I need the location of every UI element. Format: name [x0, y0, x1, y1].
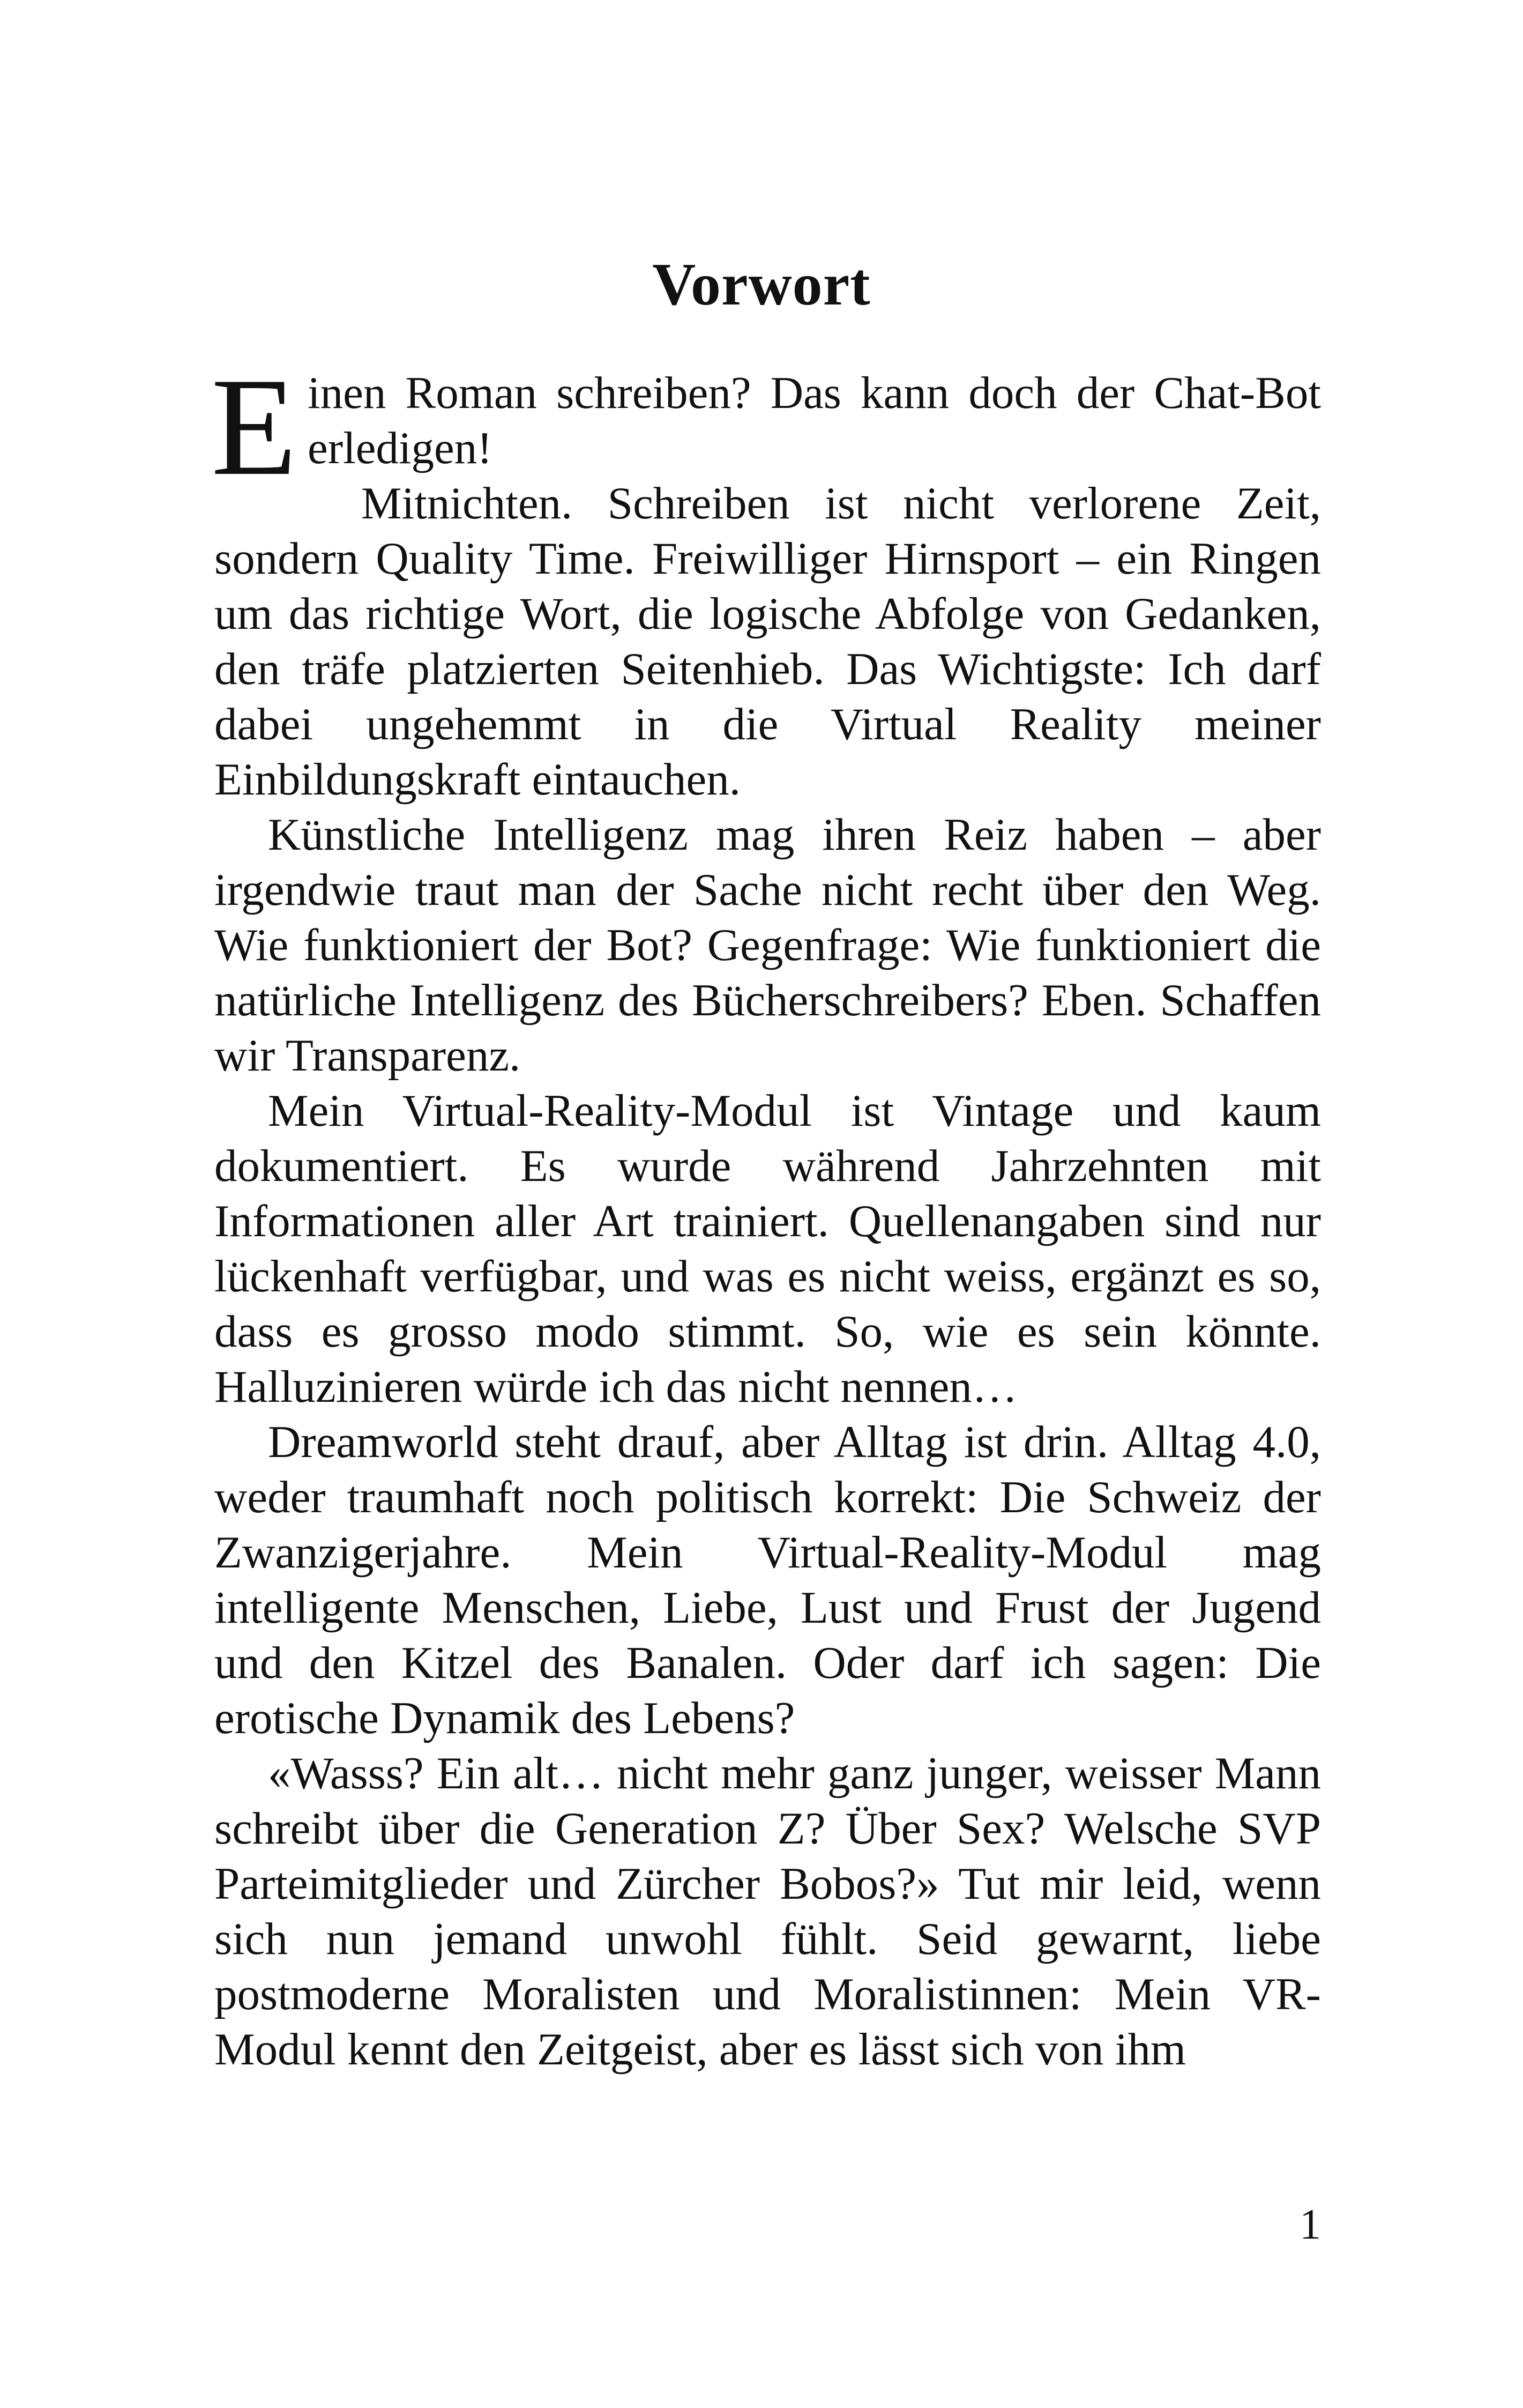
paragraph-6: «Wasss? Ein alt… nicht mehr ganz junger, weisser Mann schreibt über die Generation Z? Über Sex? Welsche SVP Parteimitglieder und Zürcher Bobos?» Tut mir leid, wenn sich nun jemand unwohl fühlt. Seid gewarnt, liebe postmoderne Moralisten und Moralistinnen: Mein VR-Modul kennt den Zeitgeist, aber es lässt sich von ihm	[214, 1748, 1321, 2075]
body-text	[211, 349, 1321, 2077]
paragraph-1-text: inen Roman schreiben? Das kann doch der Chat-Bot erledigen!	[308, 368, 1321, 473]
page-title: Vorwort	[652, 251, 871, 318]
paragraph-2: Mitnichten. Schreiben ist nicht verlorene Zeit, sondern Quality Time. Freiwilliger Hirnsport – ein Ringen um das richtige Wort, die logische Abfolge von Gedanken, den träfe platzierten Seitenhieb. Das Wichtigste: Ich darf dabei ungehemmt in die Virtual Reality meiner Einbildungskraft eintauchen.	[214, 478, 1321, 805]
paragraph-1	[211, 349, 1321, 504]
drop-cap: E	[211, 349, 297, 504]
paragraph-4: Mein Virtual-Reality-Modul ist Vintage und kaum dokumentiert. Es wurde während Jahrzehnten mit Informationen aller Art trainiert. Quellenangaben sind nur lückenhaft verfügbar, und was es nicht weiss, ergänzt es so, dass es grosso modo stimmt. So, wie es sein könnte. Halluzinieren würde ich das nicht nennen…	[214, 1086, 1321, 1412]
paragraph-3: Künstliche Intelligenz mag ihren Reiz haben – aber irgendwie traut man der Sache nicht recht über den Weg. Wie funktioniert der Bot? Gegenfrage: Wie funktioniert die natürliche Intelligenz des Bücherschreibers? Eben. Schaffen wir Transparenz.	[214, 809, 1321, 1081]
paragraph-5: Dreamworld steht drauf, aber Alltag ist drin. Alltag 4.0, weder traumhaft noch politisch korrekt: Die Schweiz der Zwanzigerjahre. Mein Virtual-Reality-Modul mag intelligente Menschen, Liebe, Lust und Frust der Jugend und den Kitzel des Banalen. Oder darf ich sagen: Die erotische Dynamik des Lebens?	[214, 1417, 1321, 1743]
page-number: 1	[1300, 2201, 1321, 2248]
